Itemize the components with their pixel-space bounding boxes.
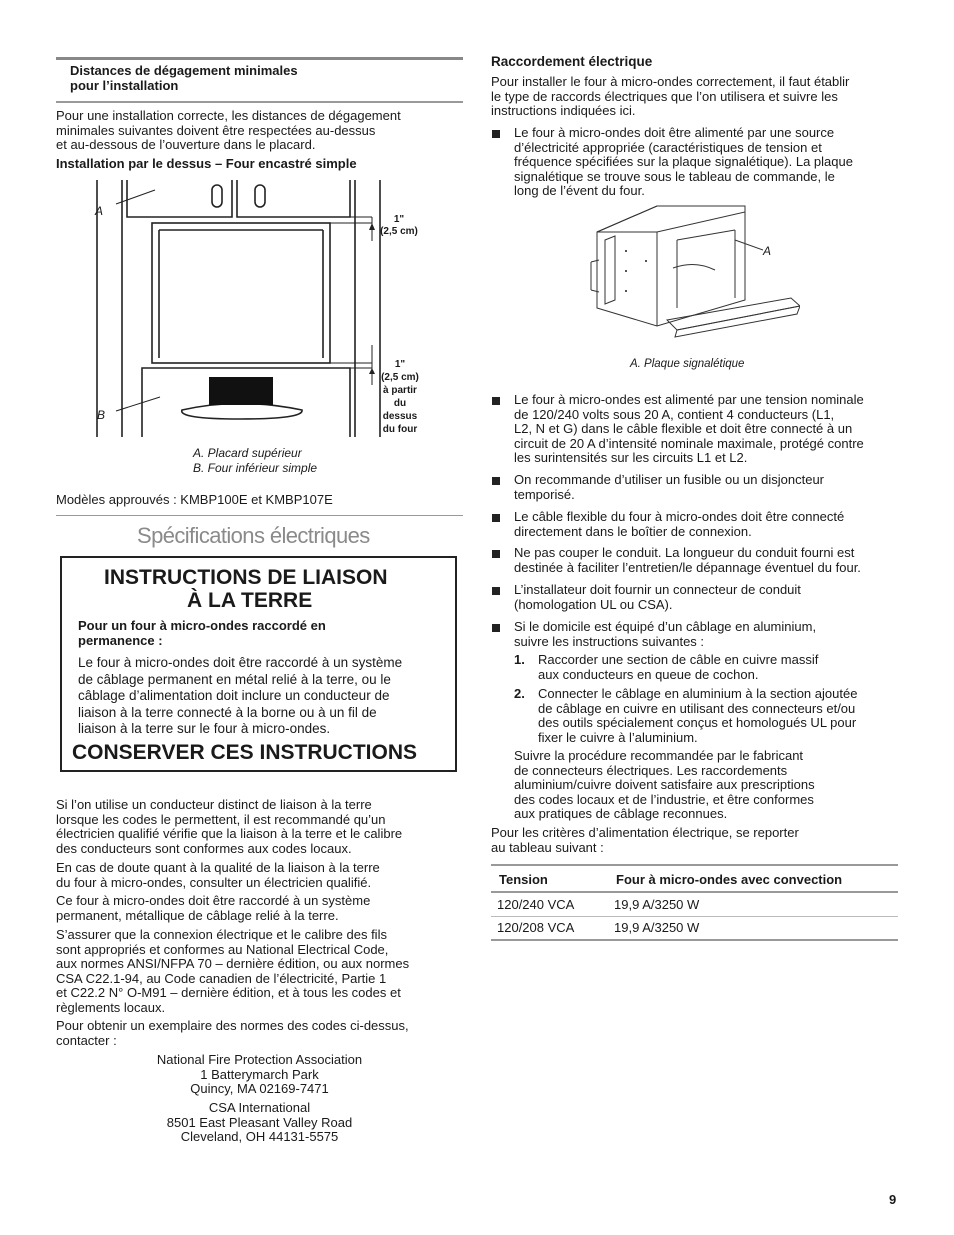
bullet-fuse: On recommande d’utiliser un fusible ou un disjoncteur temporisé. [514,472,825,502]
bullet-voltage: Le four à micro-ondes est alimenté par une tension nominale de 120/240 volts sous 20 A, contient 4 conducteurs (L1, L2, N et G) dans le câble flexible et doit être connecté à un circuit de 20 A d’intensité nominale maximale, protégé contre les surintensités sur les circuits L1 et L2. [514,392,864,466]
bullet-icon [492,477,500,485]
table-cell: 19,9 A/3250 W [614,920,700,935]
table-header-voltage: Tension [499,872,548,887]
step-1-text: Raccorder une section de câble en cuivre massif aux conducteurs en queue de cochon. [538,652,819,682]
address-csa: CSA International 8501 East Pleasant Valley Road Cleveland, OH 44131-5575 [166,1100,353,1145]
paragraph-grounding-2: En cas de doute quant à la qualité de la liaison à la terre du four à micro-ondes, consulter un électricien qualifié. [56,860,380,890]
bullet-icon [492,130,500,138]
warning-subhead: Pour un four à micro-ondes raccordé en permanence : [78,618,326,648]
clearance-title: Distances de dégagement minimales pour l’installation [70,63,298,93]
figure-label-a: A [95,204,104,218]
bullet-icon [492,514,500,522]
bullet-icon [492,624,500,632]
bullet-icon [492,550,500,558]
bullet-conduit: Ne pas couper le conduit. La longueur du conduit fourni est destinée à faciliter l’entretien/le dépannage éventuel du four. [514,545,861,575]
bullet-icon [492,587,500,595]
table-bottom-rule [491,939,898,941]
rating-plate-label-a: A [763,244,772,258]
clearance-subhead: Installation par le dessus – Four encastré simple [56,156,357,171]
section-rule [56,515,463,516]
step-2-text: Connecter le câblage en aluminium à la section ajoutée de câblage en cuivre en utilisant des connecteurs et/ou des outils spécialement conçus et homologués UL pour fixer le cuivre à l’aluminium. [538,686,858,745]
table-row-rule [491,916,898,917]
dimension-top: 1" (2,5 cm) [380,214,418,237]
oven-display [209,377,273,405]
step-1-number: 1. [514,652,525,667]
clearance-title-rule [56,101,463,103]
warning-title-line1: INSTRUCTIONS DE LIAISON [104,566,388,589]
section-title: Spécifications électriques [137,523,370,548]
step-2-number: 2. [514,686,525,701]
page-number: 9 [889,1192,897,1207]
figure-caption: A. Placard supérieur B. Four inférieur simple [193,446,318,475]
top-rule-left [56,57,463,60]
table-cell: 19,9 A/3250 W [614,897,700,912]
table-header-rule [491,891,898,893]
figure-label-b: B [97,408,106,422]
bullet-flexible-cable: Le câble flexible du four à micro-ondes doit être connecté directement dans le boîtier de connexion. [514,509,845,539]
grounding-instructions-box [60,556,457,772]
warning-title-line2: À LA TERRE [187,589,313,612]
follow-procedure: Suivre la procédure recommandée par le fabricant de connecteurs électriques. Les raccordements aluminium/cuivre doivent satisfaire aux prescriptions des codes locaux et de l’industrie, et être conformes aux pratiques de câblage reconnues. [514,748,815,822]
table-cell: 120/240 VCA [497,897,575,912]
paragraph-contact: Pour obtenir un exemplaire des normes des codes ci-dessus, contacter : [56,1018,409,1048]
approved-models: Modèles approuvés : KMBP100E et KMBP107E [56,492,333,507]
dimension-bottom: 1" (2,5 cm) à partir du dessus du four [381,359,419,435]
paragraph-grounding-3: Ce four à micro-ondes doit être raccordé à un système permanent, métallique de câblage relié à la terre. [56,893,371,923]
clearance-intro: Pour une installation correcte, les distances de dégagement minimales suivantes doivent être respectées au-dessus et au-dessous de l’ouverture dans le placard. [56,108,401,153]
criteria-text: Pour les critères d’alimentation électrique, se reporter au tableau suivant : [491,825,799,855]
bullet-power-source: Le four à micro-ondes doit être alimenté par une source d’électricité appropriée (caractéristiques de tension et fréquence spécifiées sur la plaque signalétique). La plaque signalétique se trouve sous le tableau de commande, le long de l’évent du four. [514,125,853,199]
table-header-oven: Four à micro-ondes avec convection [616,872,843,887]
warning-body: Le four à micro-ondes doit être raccordé à un système de câblage permanent en métal relié à la terre, ou le câblage d’alimentation doit inclure un conducteur de liaison à la terre connecté à la borne ou à un fil de liaison à la terre sur le four à micro-ondes. [78,655,403,737]
bullet-icon [492,397,500,405]
bullet-connector: L’installateur doit fournir un connecteur de conduit (homologation UL ou CSA). [514,582,801,612]
electrical-connection-title: Raccordement électrique [491,54,653,69]
table-cell: 120/208 VCA [497,920,575,935]
electrical-intro: Pour installer le four à micro-ondes correctement, il faut établir le type de raccords électriques que l’on utilisera et suivre les instructions indiquées ici. [491,74,850,119]
table-top-rule [491,864,898,866]
paragraph-codes: S’assurer que la connexion électrique et le calibre des fils sont appropriés et conformes au National Electrical Code, aux normes ANSI/NFPA 70 – dernière édition, ou aux normes CSA C22.1-94, au Code canadien de l’électricité, Partie 1 et C22.2 N° O-M91 – dernière édition, et à tous les codes et règlements locaux. [56,927,410,1015]
address-nfpa: National Fire Protection Association 1 Batterymarch Park Quincy, MA 02169-7471 [156,1052,363,1097]
bullet-aluminum: Si le domicile est équipé d’un câblage en aluminium, suivre les instructions suivantes : [514,619,817,649]
oven-rating-plate-figure [585,200,800,340]
warning-footer: CONSERVER CES INSTRUCTIONS [72,741,417,764]
paragraph-grounding-1: Si l’on utilise un conducteur distinct de liaison à la terre lorsque les codes le permettent, il est recommandé qu’un électricien qualifié vérifie que la liaison à la terre et le calibre des conducteurs sont conformes aux codes locaux. [56,797,403,856]
rating-plate-caption: A. Plaque signalétique [630,358,745,370]
